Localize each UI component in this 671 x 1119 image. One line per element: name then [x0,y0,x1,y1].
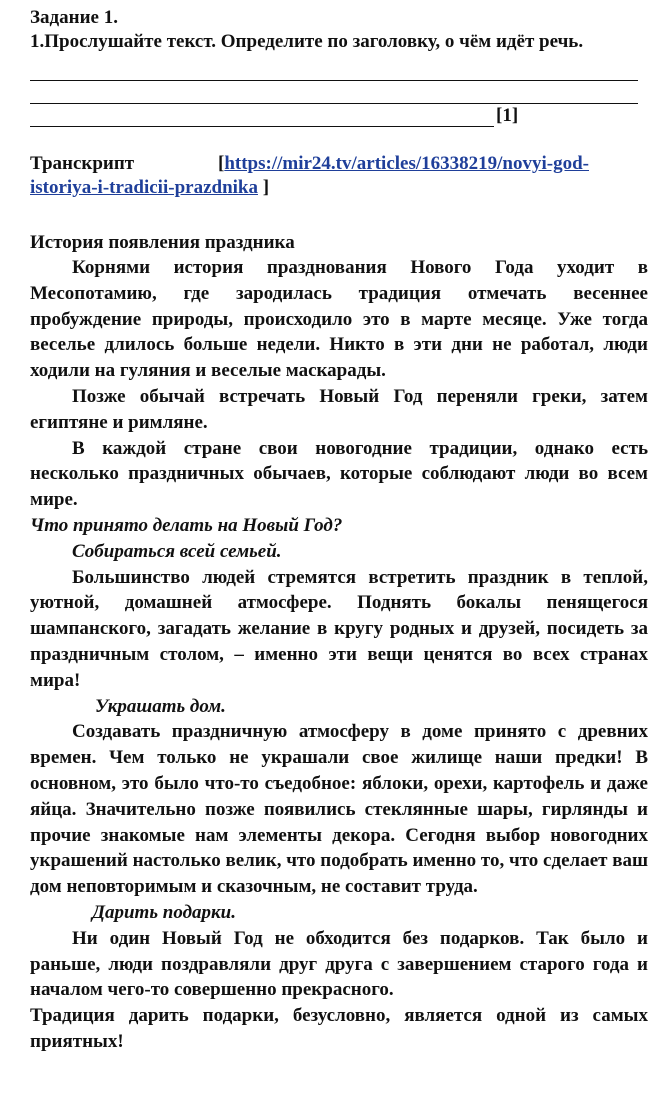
paragraph-4: Большинство людей стремятся встретить праздник в теплой, уютной, домашней атмосфере. Поднять бокалы пенящегося шампанского, загадать желание в кругу родных и друзей, посидеть за праздничным столом, – именно эти вещи ценятся во всех странах мира! [30,566,648,691]
transcript-line [30,152,648,200]
section-title: История появления праздника [30,232,295,253]
transcript-open-bracket: [ [218,153,225,174]
answer-area [30,58,648,130]
transcript-link[interactable]: https://mir24.tv/articles/16338219/novyi-god-istoriya-i-tradicii-prazdnika [30,153,589,198]
answer-line-1[interactable] [30,58,638,81]
paragraph-2: Позже обычай встречать Новый Год переняли греки, затем египтяне и римляне. [30,385,648,433]
paragraph-3: В каждой стране свои новогодние традиции, однако есть несколько праздничных обычаев, которые соблюдают люди во всем мире. [30,437,648,511]
paragraph-1: Корнями история празднования Нового Года уходит в Месопотамию, где зародилась традиция отмечать весеннее пробуждение природы, происходило это в марте месяце. Уже тогда веселье длилось больше недели. Никто в эти дни не работал, люди ходили на гуляния и веселые маскарады. [30,257,648,382]
subheading-gifts: Дарить подарки. [92,901,236,923]
transcript-label: Транскрипт [30,153,135,174]
task-title: Задание 1. [30,7,118,28]
subheading-family: Собираться всей семьей. [72,540,282,562]
points-badge: [1] [496,105,519,126]
transcript-close-bracket: ] [257,177,270,198]
paragraph-7: Традиция дарить подарки, безусловно, является одной из самых приятных! [30,1005,648,1052]
document-page [30,0,648,1055]
question-heading: Что принято делать на Новый Год? [30,514,343,536]
paragraph-6: Ни один Новый Год не обходится без подарков. Так было и раньше, люди поздравляли друг друга с завершением старого года и началом чего-то совершенно прекрасного. [30,927,648,1001]
answer-line-3[interactable] [30,104,494,127]
answer-line-3-row [30,104,648,130]
task-question: 1.Прослушайте текст. Определите по заголовку, о чём идёт речь. [30,31,584,52]
subheading-decorate: Украшать дом. [95,695,226,717]
answer-line-2[interactable] [30,81,638,104]
paragraph-5: Создавать праздничную атмосферу в доме принято с древних времен. Чем только не украшали свое жилище наши предки! В основном, это было что-то съедобное: яблоки, орехи, картофель и даже яйца. Значительно позже появились стеклянные шары, гирлянды и прочие знакомые нам элементы декора. Сегодня выбор новогодних украшений настолько велик, что подобрать именно то, что сделает ваш дом неповторимым и сказочным, не составит труда. [30,721,649,898]
